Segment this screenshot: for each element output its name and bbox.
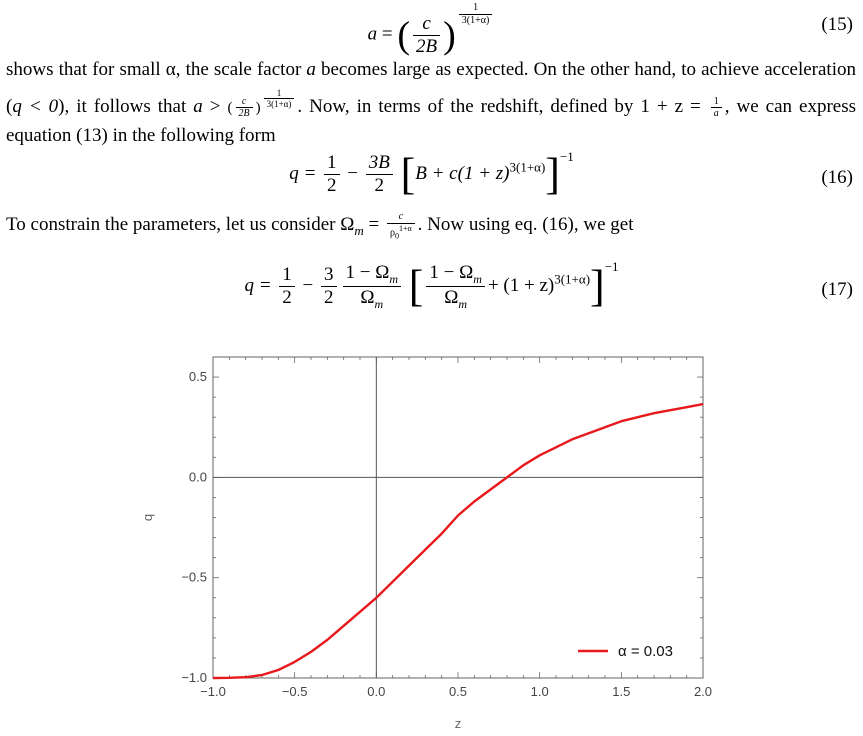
para1-frac-num: c	[236, 96, 253, 109]
eq17-om-den-sub: m	[374, 296, 384, 311]
para1-inline-a: a	[193, 96, 203, 117]
para1-text5: , we can express equation (13) in the following form	[6, 96, 856, 146]
para1-redshift-den: a	[713, 108, 719, 120]
y-axis-label: q	[140, 513, 155, 522]
eq15-exp-num: 1	[459, 2, 493, 15]
eq15-exp-den: 3(1+α)	[461, 14, 490, 26]
para1-var-a: a	[306, 59, 316, 80]
eq17-inner-num-sub: m	[473, 271, 482, 286]
eq17-om-num: 1 − Ω	[345, 261, 390, 283]
para2-omega: Ω	[340, 214, 355, 235]
para1-redshift-num: 1	[711, 96, 722, 109]
x-tick-label: −0.5	[281, 684, 308, 699]
x-tick-label: −1.0	[200, 684, 226, 699]
eq17-three-num: 3	[321, 264, 337, 287]
para1-cond: q < 0	[12, 96, 59, 117]
x-tick-label: 2.0	[693, 684, 713, 699]
eq17-om-num-sub: m	[389, 271, 399, 286]
eq16-coef-den: 2	[374, 175, 385, 197]
x-tick-label: 0.0	[367, 684, 386, 699]
legend-label: α = 0.03	[618, 643, 673, 660]
eq17-half-den: 2	[282, 287, 292, 309]
eq17-number: (17)	[821, 279, 853, 300]
para2-text1: To constrain the parameters, let us consider	[6, 214, 341, 235]
para1-exp-den: 3(1+α)	[266, 98, 292, 109]
eq17-outer-exp: −1	[604, 259, 619, 274]
eq16-outer-exp: −1	[559, 149, 574, 164]
eq16-inner: B + c(1 + z)	[415, 163, 510, 184]
paragraph-1: shows that for small α, the scale factor a becomes large as expected. On the other hand, to achieve acceleration (q < 0), it follows that a > ( $\frac{c}{2B}$ ) $^{\frac{1}{3(1+\alpha)}}$ . Now, in terms of the redshift, defined by 1 + z = $\frac{1}{a}$ , we can express equation (13) in the following form	[6, 59, 856, 146]
eq16-half-num: 1	[324, 152, 340, 175]
para2-text2: . Now using eq. (16), we get	[417, 214, 634, 235]
equation-15: a = ( $\frac{c}{2B}$ ) $^{\frac{1}{3(1+\alpha)}}$ (15)	[367, 2, 853, 57]
para1-frac-den: 2B	[238, 108, 250, 120]
para1-text4: . Now, in terms of the redshift, defined by	[297, 96, 641, 117]
para2-c: c	[387, 211, 415, 224]
eq17-lhs: q =	[244, 275, 272, 296]
equation-16: q = $\frac{1}{2}$ − $\frac{3B}{2}$ $[B + c(1 + z)^{3(1+\alpha)}]^{-1}$ (16)	[289, 149, 853, 199]
y-tick-label: −0.5	[181, 569, 207, 585]
eq15-lhs: a	[367, 23, 378, 45]
eq17-three-den: 2	[324, 287, 334, 309]
eq17-minus: −	[302, 275, 314, 296]
eq17-inner-om-num: 1 − Ω	[429, 261, 474, 283]
eq15-number: (15)	[821, 14, 853, 35]
eq16-number: (16)	[821, 167, 853, 188]
para2-rho-sub: 0	[394, 230, 399, 240]
para2-sub-m: m	[354, 222, 364, 238]
para1-text1: shows that for small α, the scale factor	[6, 59, 307, 80]
eq16-minus: −	[347, 163, 358, 184]
para1-text3: ), it follows that	[58, 96, 194, 117]
eq16-inner-exp: 3(1+α)	[509, 159, 546, 175]
eq16-lhs: q =	[289, 163, 317, 184]
eq17-half-num: 1	[279, 264, 295, 287]
x-tick-label: 1.0	[530, 684, 549, 699]
para2-eq: =	[363, 214, 384, 235]
equation-17: q = $\frac{1}{2}$ − $\frac{3}{2}$ $\frac{1 - \Omega_m}{\Omega_m}$ [ $\frac{1 - \Omega_m}{\Omega_m}$ + $(1 + z)^{3(1+\alpha)}]^{-1}$ (17)	[244, 259, 853, 311]
y-tick-label: 0.5	[188, 369, 207, 385]
eq15-num: c	[413, 13, 440, 36]
para1-text2: becomes large as expected. On the other hand, to achieve acceleration (	[6, 59, 856, 117]
eq15-den: 2B	[416, 35, 438, 57]
para1-exp-num: 1	[264, 88, 295, 99]
eq17-inner-om-den: Ω	[444, 287, 459, 309]
plot-frame	[213, 357, 703, 678]
x-axis-label: z	[454, 716, 462, 731]
x-tick-label: 1.5	[612, 684, 631, 699]
eq17-om-den: Ω	[360, 287, 375, 309]
y-tick-label: −1.0	[181, 670, 207, 685]
eq17-inner-tail: + (1 + z)	[487, 275, 555, 296]
para1-redshift-lhs: 1 + z =	[640, 96, 708, 117]
para2-rho-exp: 1+α	[398, 223, 412, 233]
para2-rho: ρ	[389, 226, 395, 238]
q-vs-z-chart	[140, 345, 720, 735]
series-line	[213, 404, 703, 678]
x-tick-label: 0.5	[448, 684, 468, 699]
eq17-inner-exp: 3(1+α)	[554, 271, 591, 287]
paragraph-2	[6, 211, 856, 245]
eq16-half-den: 2	[327, 175, 337, 197]
eq17-inner-den-sub: m	[458, 296, 468, 311]
y-tick-label: 0.0	[188, 469, 207, 485]
eq16-coef-num: 3B	[366, 152, 393, 175]
